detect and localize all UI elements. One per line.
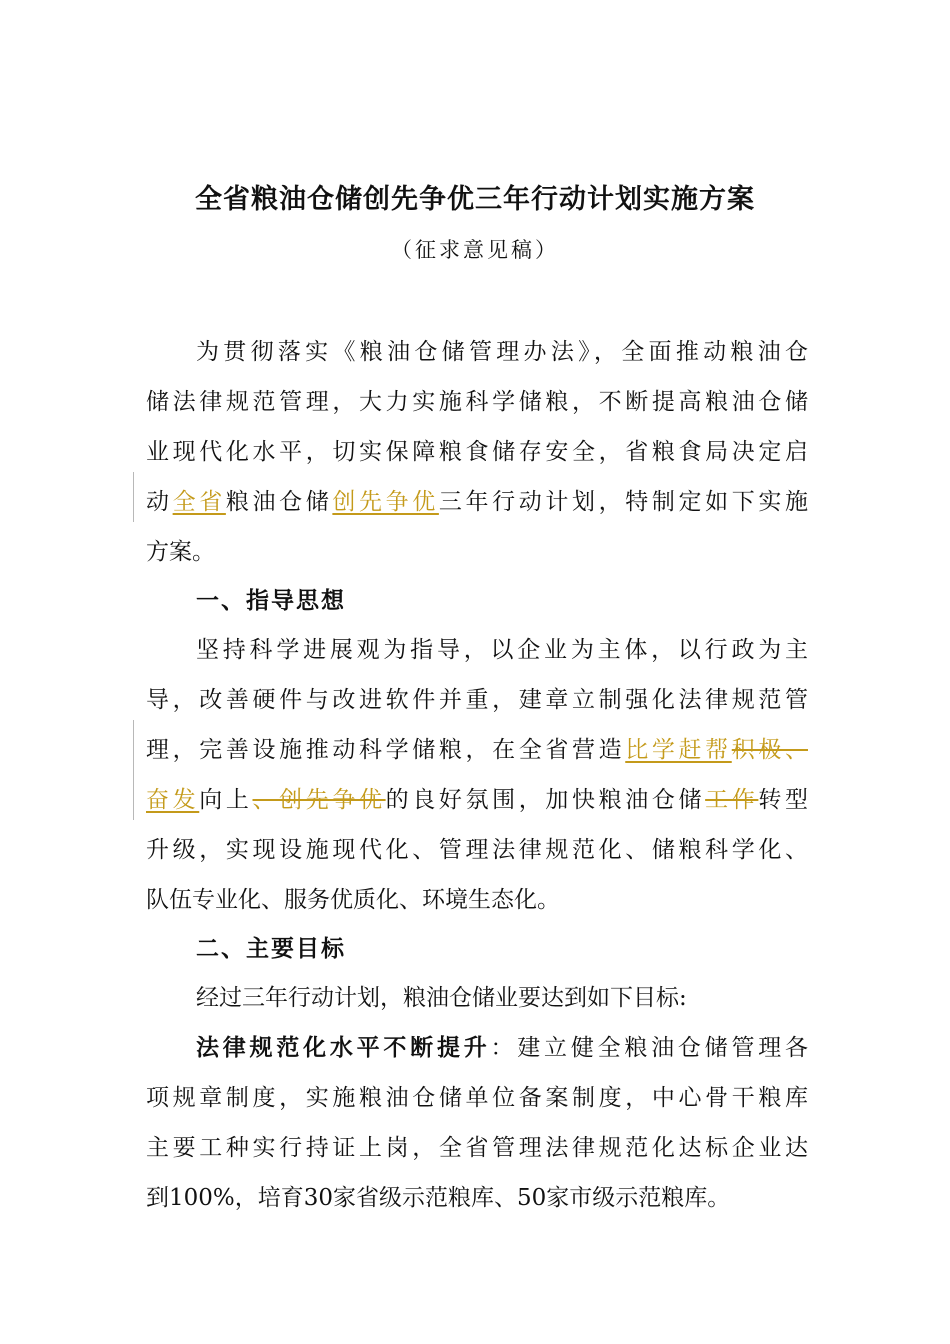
- deleted-text: 、创先争优: [252, 787, 386, 813]
- section1-line-3: [146, 725, 808, 775]
- revision-margin-bar: [133, 720, 134, 820]
- para1-line-4: [146, 477, 808, 527]
- para1-line-5: 方案。: [146, 539, 215, 565]
- section1-heading: 一、指导思想: [196, 588, 346, 614]
- inserted-text: 创先争优: [332, 489, 439, 515]
- section1-line-1: 坚持科学进展观为指导，以企业为主体，以行政为主: [196, 637, 808, 663]
- inserted-text: 奋发: [146, 787, 200, 813]
- section2-line-3: 主要工种实行持证上岗，全省管理法律规范化达标企业达: [146, 1135, 808, 1161]
- para1-line-2: 储法律规范管理，大力实施科学储粮，不断提高粮油仓储: [146, 389, 808, 415]
- text-run: 理，完善设施推动科学储粮，在全省营造: [146, 737, 626, 763]
- document-subtitle: （征求意见稿）: [391, 238, 559, 262]
- document-title: 全省粮油仓储创先争优三年行动计划实施方案: [195, 184, 755, 215]
- text-run: ：建立健全粮油仓储管理各: [490, 1035, 809, 1061]
- section2-line-1: [196, 1023, 808, 1073]
- text-run: 向上: [199, 787, 253, 813]
- inserted-text: 比学赶帮: [625, 737, 732, 763]
- text-run: 动: [146, 489, 173, 515]
- section1-line-5: 升级，实现设施现代化、管理法律规范化、储粮科学化、: [146, 837, 808, 863]
- section1-line-2: 导，改善硬件与改进软件并重，建章立制强化法律规范管: [146, 687, 808, 713]
- section1-line-6: 队伍专业化、服务优质化、环境生态化。: [146, 887, 560, 913]
- para1-line-3: 业现代化水平，切实保障粮食储存安全，省粮食局决定启: [146, 439, 808, 465]
- text-run: 三年行动计划，特制定如下实施: [438, 489, 808, 515]
- section2-intro: 经过三年行动计划，粮油仓储业要达到如下目标:: [196, 985, 687, 1011]
- section2-heading: 二、主要目标: [196, 936, 346, 962]
- section2-line-4: 到100%，培育30家省级示范粮库、50家市级示范粮库。: [146, 1185, 731, 1211]
- text-run: 的良好氛围，加快粮油仓储: [385, 787, 706, 813]
- text-run: 粮油仓储: [225, 489, 333, 515]
- section1-line-4: [146, 775, 808, 825]
- revision-margin-bar: [133, 472, 134, 522]
- deleted-text: 积极、: [731, 737, 808, 763]
- inserted-text: 全省: [172, 489, 226, 515]
- deleted-text: 工作: [705, 787, 759, 813]
- para1-line-1: 为贯彻落实《粮油仓储管理办法》，全面推动粮油仓: [196, 339, 808, 365]
- bold-lead-text: 法律规范化水平不断提升: [196, 1034, 491, 1061]
- section2-line-2: 项规章制度，实施粮油仓储单位备案制度，中心骨干粮库: [146, 1085, 808, 1111]
- text-run: 转型: [758, 787, 808, 813]
